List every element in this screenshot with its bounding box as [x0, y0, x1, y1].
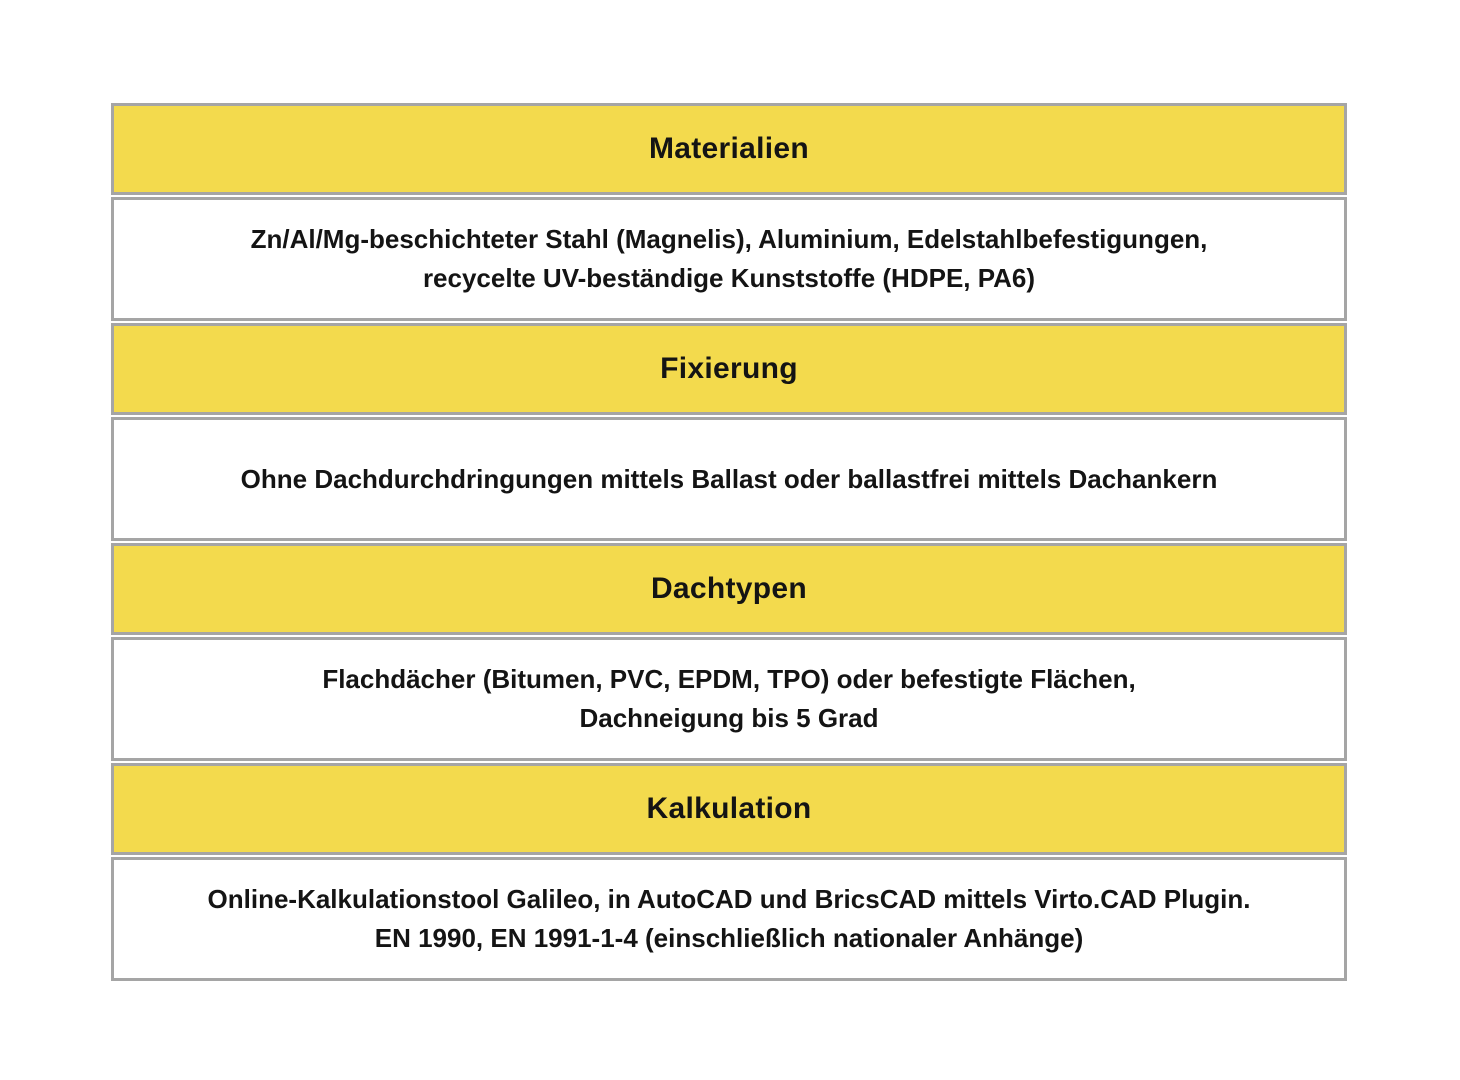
section-header-label: Materialien — [648, 132, 810, 165]
section-header-dachtypen — [111, 543, 1347, 635]
content-line: Zn/Al/Mg-beschichteter Stahl (Magnelis), Aluminium, Edelstahlbefestigungen, — [250, 224, 1208, 254]
section-content-materialien — [111, 197, 1347, 321]
content-line: recycelte UV-beständige Kunststoffe (HDPE, PA6) — [422, 263, 1036, 293]
section-content-dachtypen — [111, 637, 1347, 761]
content-line: Dachneigung bis 5 Grad — [579, 703, 879, 733]
section-header-label: Fixierung — [660, 352, 798, 385]
section-header-label: Dachtypen — [650, 572, 808, 605]
content-line: Ohne Dachdurchdringungen mittels Ballast oder ballastfrei mittels Dachankern — [240, 463, 1218, 494]
content-line: Online-Kalkulationstool Galileo, in AutoCAD und BricsCAD mittels Virto.CAD Plugin. — [207, 884, 1251, 914]
section-header-label: Kalkulation — [646, 792, 812, 825]
spec-table — [111, 103, 1347, 981]
content-line: EN 1990, EN 1991-1-4 (einschließlich nationaler Anhänge) — [374, 923, 1084, 953]
section-content-kalkulation — [111, 857, 1347, 981]
section-header-materialien — [111, 103, 1347, 195]
section-content-fixierung — [111, 417, 1347, 541]
section-header-kalkulation — [111, 763, 1347, 855]
section-header-fixierung — [111, 323, 1347, 415]
content-line: Flachdächer (Bitumen, PVC, EPDM, TPO) oder befestigte Flächen, — [322, 664, 1136, 694]
